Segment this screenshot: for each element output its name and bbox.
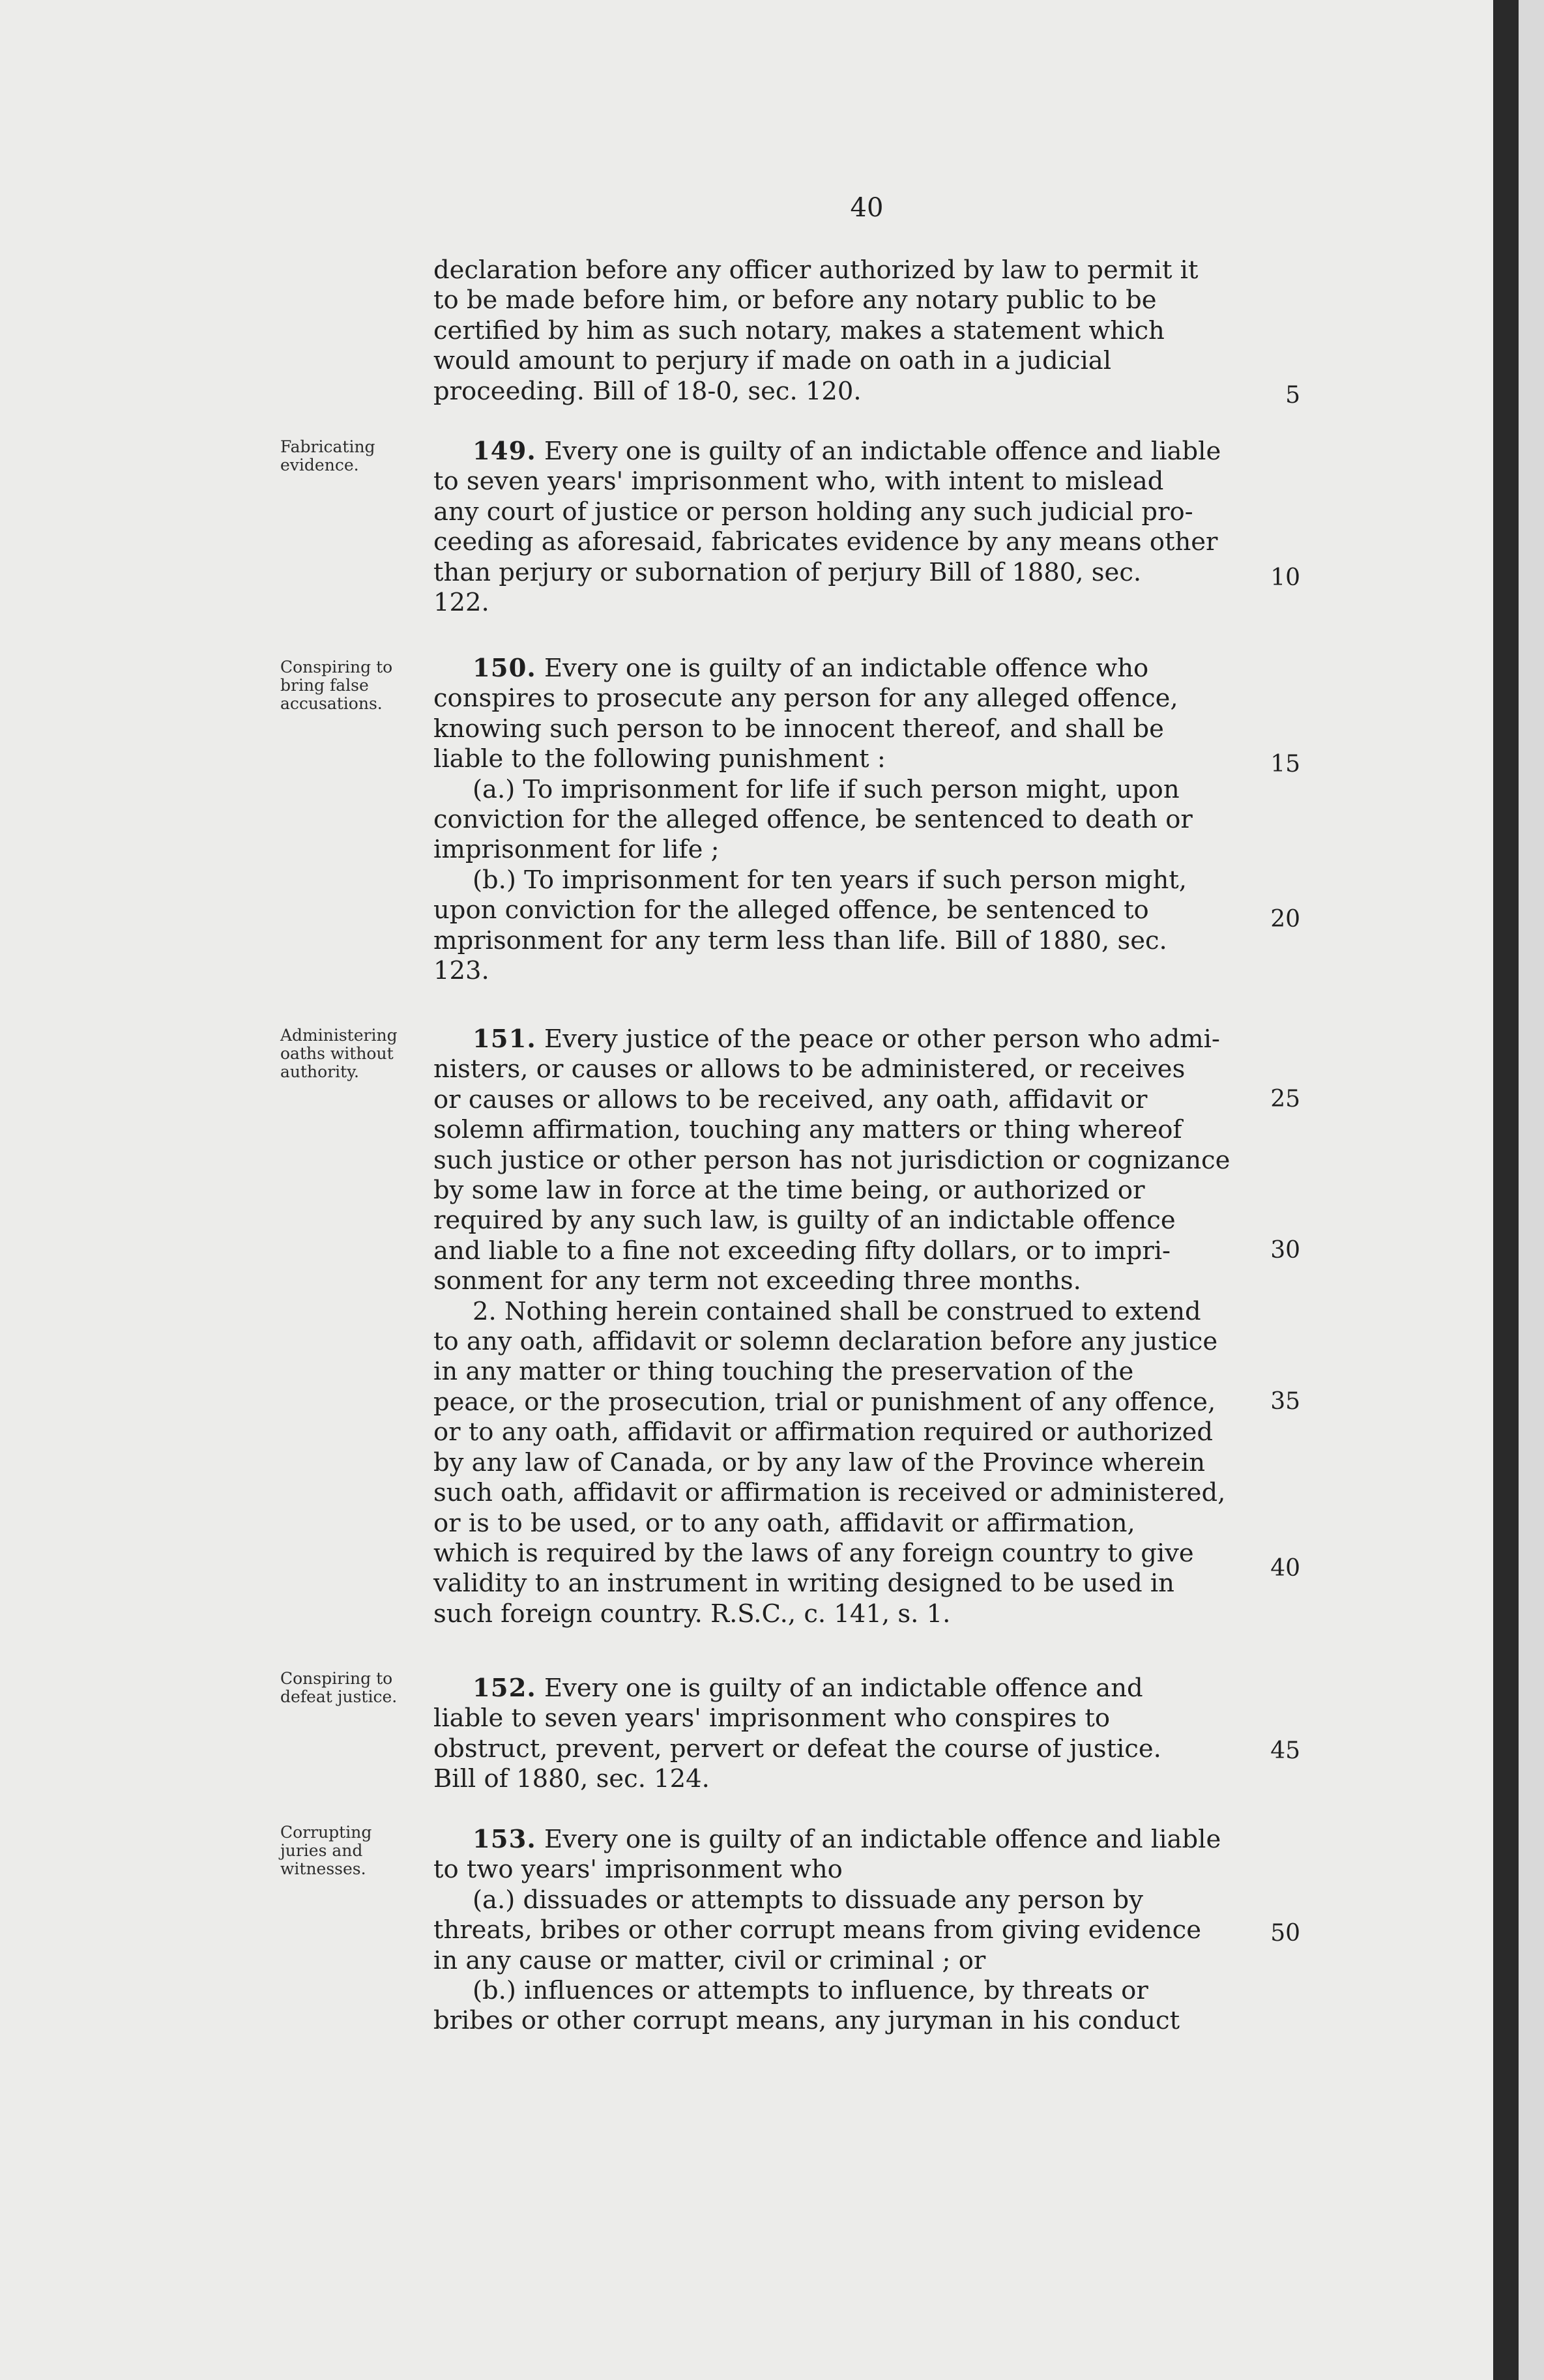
line-number: 45 [1270,1737,1300,1764]
clause-a: (a.) To imprisonment for life if such person might, upon [473,774,1180,804]
text-line: required by any such law, is guilty of an indictable offence [433,1206,1176,1236]
clause-b: (b.) influences or attempts to influence, by threats or [473,1976,1148,2006]
section-153 [433,1825,1261,2037]
text-line: Every one is guilty of an indictable offence who [536,654,1149,683]
text-line: conspires to prosecute any person for any alleged offence, [433,684,1178,714]
text-line: 122. [433,588,489,618]
section-number: 153. [473,1825,536,1854]
text-line: upon conviction for the alleged offence, be sentenced to [433,895,1149,925]
section-lead [433,654,1261,684]
text-line: conviction for the alleged offence, be sentenced to death or [433,805,1193,835]
section-number: 151. [473,1024,536,1054]
clause-b: (b.) To imprisonment for ten years if such person might, [473,865,1187,895]
section-number: 150. [473,654,536,683]
text-line: proceeding. Bill of 18-0, sec. 120. [433,376,862,406]
scan-edge [1493,0,1519,2380]
text-line: to be made before him, or before any notary public to be [433,285,1157,315]
text-line: any court of justice or person holding any such judicial pro- [433,497,1193,527]
text-line: mprisonment for any term less than life. Bill of 1880, sec. [433,925,1167,955]
margin-note-151: Administering oaths without authority. [280,1026,398,1081]
text-line: validity to an instrument in writing designed to be used in [433,1569,1174,1599]
text-line: or is to be used, or to any oath, affidavit or affirmation, [433,1508,1135,1538]
text-line: peace, or the prosecution, trial or punishment of any offence, [433,1387,1216,1417]
text-line: to seven years' imprisonment who, with intent to mislead [433,467,1164,497]
text-line: imprisonment for life ; [433,835,720,865]
margin-note-152: Conspiring to defeat justice. [280,1669,398,1706]
text-line: Every justice of the peace or other person who admi- [536,1024,1220,1054]
text-line: than perjury or subornation of perjury Bill of 1880, sec. [433,557,1142,587]
text-line: liable to the following punishment : [433,744,886,774]
text-line: by some law in force at the time being, or authorized or [433,1176,1145,1206]
text-line: which is required by the laws of any foreign country to give [433,1538,1194,1568]
line-number: 20 [1270,906,1300,933]
text-line: bribes or other corrupt means, any juryman in his conduct [433,2006,1180,2036]
text-line: knowing such person to be innocent thereof, and shall be [433,714,1164,744]
margin-note-150: Conspiring to bring false accusations. [280,658,393,713]
section-lead [433,1674,1261,1704]
text-line: in any matter or thing touching the preservation of the [433,1357,1134,1387]
line-number: 50 [1270,1920,1300,1947]
text-line: such justice or other person has not jurisdiction or cognizance [433,1145,1231,1175]
section-number: 149. [473,437,536,466]
text-line: would amount to perjury if made on oath in a judicial [433,346,1112,376]
text-line: or to any oath, affidavit or affirmation required or authorized [433,1417,1214,1447]
margin-note-149: Fabricating evidence. [280,437,375,474]
clause-a: (a.) dissuades or attempts to dissuade any person by [473,1885,1143,1915]
line-number: 35 [1270,1388,1300,1415]
text-line: Every one is guilty of an indictable offence and liable [536,1825,1221,1854]
text-line: such foreign country. R.S.C., c. 141, s. 1. [433,1599,951,1629]
text-line: ceeding as aforesaid, fabricates evidence by any means other [433,527,1218,557]
section-150 [433,654,1261,986]
page-number: 40 [850,193,884,223]
text-line: declaration before any officer authorized by law to permit it [433,255,1199,285]
line-number: 40 [1270,1555,1300,1582]
text-line: 123. [433,956,489,986]
section-149 [433,437,1261,618]
section-151 [433,1024,1261,1629]
text-line: obstruct, prevent, pervert or defeat the course of justice. [433,1734,1161,1763]
line-number: 5 [1285,382,1300,409]
line-number: 10 [1270,564,1300,591]
text-line: to any oath, affidavit or solemn declaration before any justice [433,1327,1218,1357]
text-line: in any cause or matter, civil or criminal ; or [433,1945,986,1975]
text-line: or causes or allows to be received, any oath, affidavit or [433,1084,1148,1114]
section-lead [433,1825,1261,1855]
text-line: threats, bribes or other corrupt means from giving evidence [433,1915,1202,1945]
text-line: liable to seven years' imprisonment who conspires to [433,1704,1110,1734]
text-line: nisters, or causes or allows to be administered, or receives [433,1054,1186,1084]
text-line: and liable to a fine not exceeding fifty dollars, or to impri- [433,1236,1171,1266]
text-line: to two years' imprisonment who [433,1855,843,1885]
line-number: 25 [1270,1086,1300,1112]
text-line: sonment for any term not exceeding three months. [433,1266,1081,1296]
section-152 [433,1674,1261,1795]
intro-paragraph [433,255,1261,407]
section-number: 152. [473,1674,536,1703]
line-number: 15 [1270,751,1300,777]
subsection-2: 2. Nothing herein contained shall be construed to extend [473,1296,1201,1326]
text-line: Every one is guilty of an indictable offence and liable [536,437,1221,466]
text-line: solemn affirmation, touching any matters or thing whereof [433,1115,1182,1145]
section-lead [433,1024,1261,1054]
section-lead [433,437,1261,467]
text-line: such oath, affidavit or affirmation is received or administered, [433,1478,1226,1508]
line-number: 30 [1270,1237,1300,1264]
text-line: Bill of 1880, sec. 124. [433,1764,710,1794]
text-line: Every one is guilty of an indictable offence and [536,1674,1143,1703]
text-line: certified by him as such notary, makes a statement which [433,315,1165,345]
text-line: by any law of Canada, or by any law of the Province wherein [433,1447,1206,1477]
margin-note-153: Corrupting juries and witnesses. [280,1823,372,1878]
